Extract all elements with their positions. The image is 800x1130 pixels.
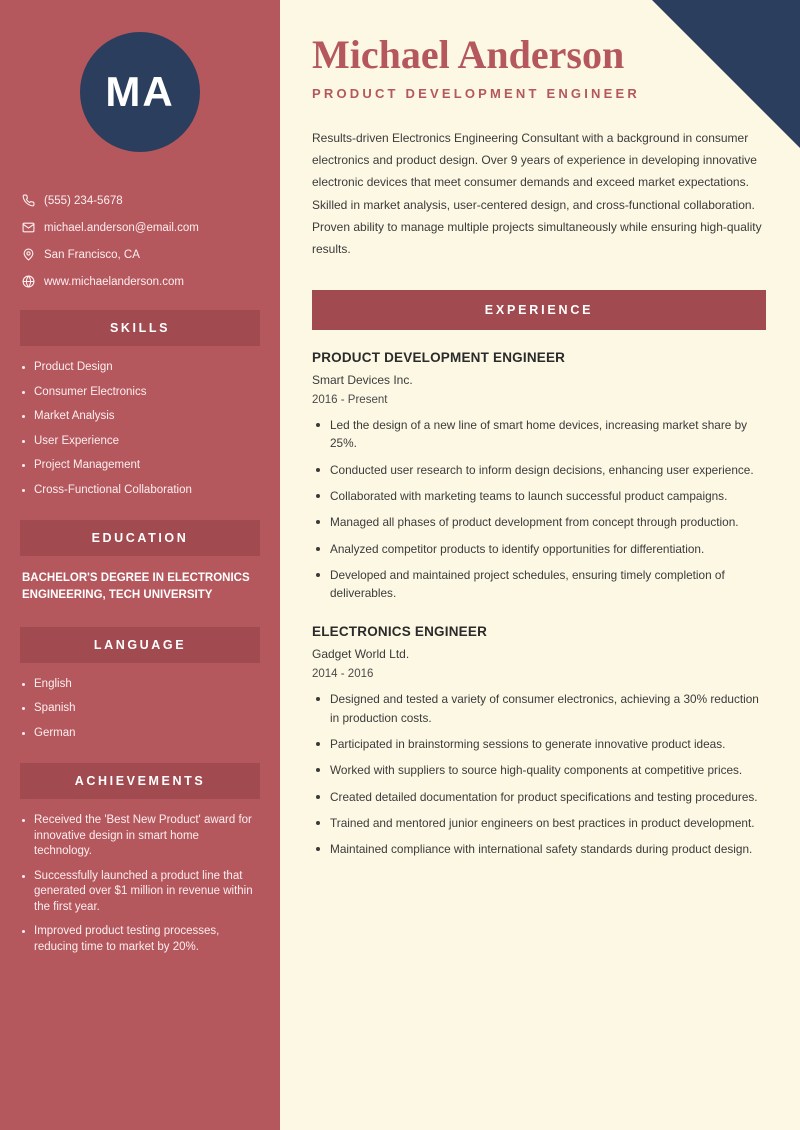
list-item: Improved product testing processes, reducing time to market by 20%. (20, 924, 260, 955)
sidebar (0, 0, 280, 1130)
experience-title: PRODUCT DEVELOPMENT ENGINEER (312, 350, 566, 366)
list-item: Maintained compliance with international safety standards during product design. (312, 840, 766, 858)
list-item: Created detailed documentation for product specifications and testing procedures. (312, 788, 766, 806)
experience-entry (312, 624, 766, 858)
list-item: Product Design (20, 360, 260, 376)
list-item: English (20, 677, 260, 693)
experience-company: Smart Devices Inc. (312, 373, 413, 388)
list-item: Market Analysis (20, 409, 260, 425)
list-item: Developed and maintained project schedules, ensuring timely completion of deliverables. (312, 566, 766, 603)
list-item: Cross-Functional Collaboration (20, 483, 260, 499)
list-item: Analyzed competitor products to identify opportunities for differentiation. (312, 540, 766, 558)
experience-company: Gadget World Ltd. (312, 647, 410, 662)
contact-location-text: San Francisco, CA (44, 248, 140, 261)
experience-bullets (312, 690, 766, 858)
contact-location[interactable] (22, 248, 260, 261)
main-content (294, 0, 800, 1130)
avatar: MA (80, 32, 200, 152)
list-item: Participated in brainstorming sessions to generate innovative product ideas. (312, 735, 766, 753)
achievements-list (20, 813, 260, 955)
skills-list (20, 360, 260, 498)
list-item: Conducted user research to inform design decisions, enhancing user experience. (312, 461, 766, 479)
list-item: Received the 'Best New Product' award for innovative design in smart home technology. (20, 813, 260, 860)
job-role-subtitle: PRODUCT DEVELOPMENT ENGINEER (312, 86, 640, 101)
experience-dates: 2014 - 2016 (312, 668, 374, 681)
column-divider (280, 0, 294, 1130)
section-heading-experience: EXPERIENCE (312, 290, 766, 330)
globe-icon (22, 275, 44, 288)
list-item: Led the design of a new line of smart home devices, increasing market share by 25%. (312, 416, 766, 453)
experience-bullets (312, 416, 766, 602)
page-title: Michael Anderson (312, 32, 625, 77)
experience-dates: 2016 - Present (312, 394, 388, 407)
contact-phone[interactable] (22, 194, 260, 207)
contact-email-text: michael.anderson@email.com (44, 221, 199, 234)
contact-phone-text: (555) 234-5678 (44, 194, 123, 207)
experience-entry (312, 350, 766, 602)
contact-email[interactable] (22, 221, 260, 234)
list-item: German (20, 726, 260, 742)
contact-website[interactable] (22, 275, 260, 288)
sidebar-heading-achievements: ACHIEVEMENTS (20, 763, 260, 799)
list-item: Managed all phases of product development from concept through production. (312, 513, 766, 531)
contact-list (20, 194, 260, 288)
list-item: Worked with suppliers to source high-quality components at competitive prices. (312, 761, 766, 779)
profile-summary: Results-driven Electronics Engineering Consultant with a background in consumer electronics and product design. Over 9 years of experience in developing innovative electronic devices that meet consumer demands and exceed market expectations. Skilled in market analysis, user-centered design, and cross-functional collaboration. Proven ability to manage multiple projects simultaneously while ensuring high-quality results. (312, 131, 762, 256)
list-item: Successfully launched a product line that generated over $1 million in revenue within the first year. (20, 869, 260, 916)
contact-website-text: www.michaelanderson.com (44, 275, 184, 288)
envelope-icon (22, 221, 44, 234)
education-entry: BACHELOR'S DEGREE IN ELECTRONICS ENGINEERING, TECH UNIVERSITY (22, 572, 250, 602)
list-item: User Experience (20, 434, 260, 450)
experience-title: ELECTRONICS ENGINEER (312, 624, 488, 640)
sidebar-heading-language: LANGUAGE (20, 627, 260, 663)
list-item: Consumer Electronics (20, 385, 260, 401)
location-pin-icon (22, 248, 44, 261)
language-list (20, 677, 260, 742)
phone-icon (22, 194, 44, 207)
list-item: Designed and tested a variety of consumer electronics, achieving a 30% reduction in production costs. (312, 690, 766, 727)
sidebar-heading-education: EDUCATION (20, 520, 260, 556)
list-item: Collaborated with marketing teams to launch successful product campaigns. (312, 487, 766, 505)
list-item: Project Management (20, 458, 260, 474)
sidebar-heading-skills: SKILLS (20, 310, 260, 346)
list-item: Spanish (20, 701, 260, 717)
list-item: Trained and mentored junior engineers on best practices in product development. (312, 814, 766, 832)
avatar-wrapper (20, 32, 260, 152)
